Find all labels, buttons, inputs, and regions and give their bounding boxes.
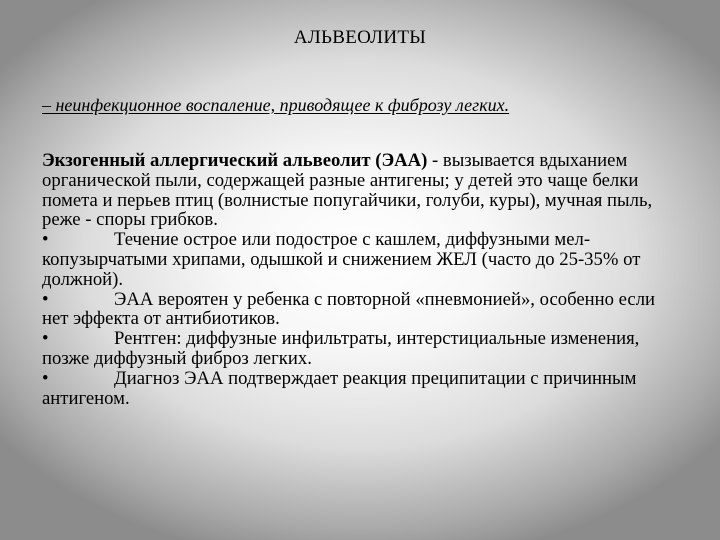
bullet-icon: • [42,229,49,251]
bullet-item-1 [42,230,682,289]
intro-paragraph [42,151,682,230]
bullet-icon: • [42,328,49,350]
intro-term: Экзогенный аллергический альвеолит (ЭАА) [42,150,428,171]
slide-title: АЛЬВЕОЛИТЫ [293,27,427,48]
bullet-text-2: ЭАА вероятен у ребенка с повторной «пневмонией», особенно если нет эффекта от антибиотиков. [42,288,656,330]
bullet-text-3: Рентген: диффузные инфильтраты, интерстициальные изменения, позже диффузный фиброз легких. [42,328,640,369]
bullet-item-4 [42,369,682,409]
bullet-icon: • [42,288,49,310]
bullet-text-4: Диагноз ЭАА подтверждает реакция преципитации с причинным антигеном. [42,367,637,409]
bullet-item-2 [42,290,682,330]
definition-line: – неинфекционное воспаление, приводящее к фиброзу легких. [42,95,510,115]
body-text [42,151,682,408]
intro-text: - вызывается вдыханием органической пыли, содержащей разные антигены; у детей это чаще белки помета и перьев птиц (волнистые попугайчики, голуби, куры), мучная пыль, реже - споры грибков. [42,150,653,231]
bullet-item-3 [42,329,682,369]
bullet-text-1: Течение острое или подострое с кашлем, диффузными мел-копузырчатыми хрипами, одышкой и снижением ЖЕЛ (часто до 25-35% от должной). [42,229,641,290]
bullet-icon: • [42,367,49,389]
